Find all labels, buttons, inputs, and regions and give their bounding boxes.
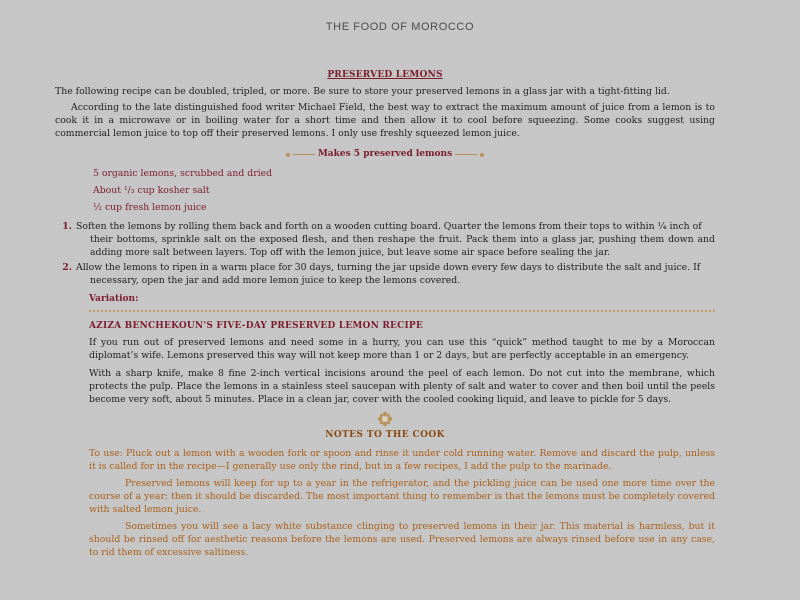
dotted-divider — [89, 310, 715, 312]
recipe-yield — [55, 148, 715, 161]
recipe-title: PRESERVED LEMONS — [327, 70, 443, 80]
recipe-page — [55, 69, 715, 559]
ornament-dot-icon — [480, 153, 484, 157]
yield-text: Makes 5 preserved lemons — [317, 149, 453, 159]
variation-title: AZIZA BENCHEKOUN'S FIVE-DAY PRESERVED LEMON RECIPE — [89, 321, 423, 331]
variation-label: Variation: — [89, 294, 139, 304]
notes-paragraph: Sometimes you will see a lacy white substance clinging to preserved lemons in their jar. This material is harmless, but it should be rinsed off for aesthetic reasons before the lemons are used. Preserved lemons are always rinsed before use in any case, to rid them of excessive saltiness. — [89, 521, 715, 558]
notes-paragraph: To use: Pluck out a lemon with a wooden fork or spoon and rinse it under cold running water. Remove and discard the pulp, unless it is called for in the recipe—I generally use only the rind, but in a few recipes, I add the pulp to the marinade. — [89, 448, 715, 472]
ingredient-item: ½ cup fresh lemon juice — [93, 202, 207, 213]
variation-section — [89, 293, 715, 406]
method-step — [55, 220, 715, 259]
ornament-line-icon — [455, 154, 477, 155]
step-number: 1. — [62, 221, 72, 232]
running-header: THE FOOD OF MOROCCO — [325, 21, 475, 33]
rosette-ornament-icon — [377, 411, 393, 427]
step-text — [76, 220, 715, 259]
ornament-line-icon — [293, 154, 315, 155]
step-text-line: Allow the lemons to ripen in a warm place for 30 days, turning the jar upside down every few days to distribute the salt and juice. If — [76, 262, 701, 273]
step-number: 2. — [62, 262, 72, 273]
method-step — [55, 261, 715, 287]
notes-section — [89, 447, 715, 559]
intro-paragraph: According to the late distinguished food writer Michael Field, the best way to extract the maximum amount of juice from a lemon is to cook it in a microwave or in boiling water for a short time and then allow it to cool before squeezing. Some cooks suggest using commercial lemon juice to top off their preserved lemons. I only use freshly squeezed lemon juice. — [55, 102, 715, 139]
ingredient-list — [93, 167, 715, 214]
ingredient-item: 5 organic lemons, scrubbed and dried — [93, 168, 273, 179]
notes-title: NOTES TO THE COOK — [325, 430, 445, 440]
notes-paragraph: Preserved lemons will keep for up to a year in the refrigerator, and the pickling juice can be used one more time over the course of a year; then it should be discarded. The most important thing to remember is that the lemons must be completely covered with salted lemon juice. — [89, 478, 715, 515]
variation-paragraph: With a sharp knife, make 8 fine 2-inch vertical incisions around the peel of each lemon. Do not cut into the membrane, which protects the pulp. Place the lemons in a stainless steel saucepan with plenty of salt and water to cover and then boil until the peels become very soft, about 5 minutes. Place in a clean jar, cover with the cooled cooking liquid, and leave to pickle for 5 days. — [89, 368, 715, 405]
ingredient-item: About ¹/₃ cup kosher salt — [93, 185, 210, 196]
step-text-rest: necessary, open the jar and add more lemon juice to keep the lemons covered. — [90, 275, 461, 286]
variation-paragraph: If you run out of preserved lemons and need some in a hurry, you can use this “quick” method taught to me by a Moroccan diplomat’s wife. Lemons preserved this way will not keep more than 1 or 2 days, but are perfectly acceptable in an emergency. — [89, 337, 715, 361]
step-text — [76, 261, 715, 287]
step-text-rest: their bottoms, sprinkle salt on the exposed flesh, and then reshape the fruit. Pack them into a glass jar, pushing them down and adding more salt between layers. Top off with the lemon juice, but leave some air space before sealing the jar. — [90, 234, 715, 258]
intro-paragraph: The following recipe can be doubled, tripled, or more. Be sure to store your preserved lemons in a glass jar with a tight-fitting lid. — [55, 86, 670, 97]
ornament-dot-icon — [286, 153, 290, 157]
step-text-line: Soften the lemons by rolling them back and forth on a wooden cutting board. Quarter the lemons from their tops to within ¼ inch of — [76, 221, 702, 232]
